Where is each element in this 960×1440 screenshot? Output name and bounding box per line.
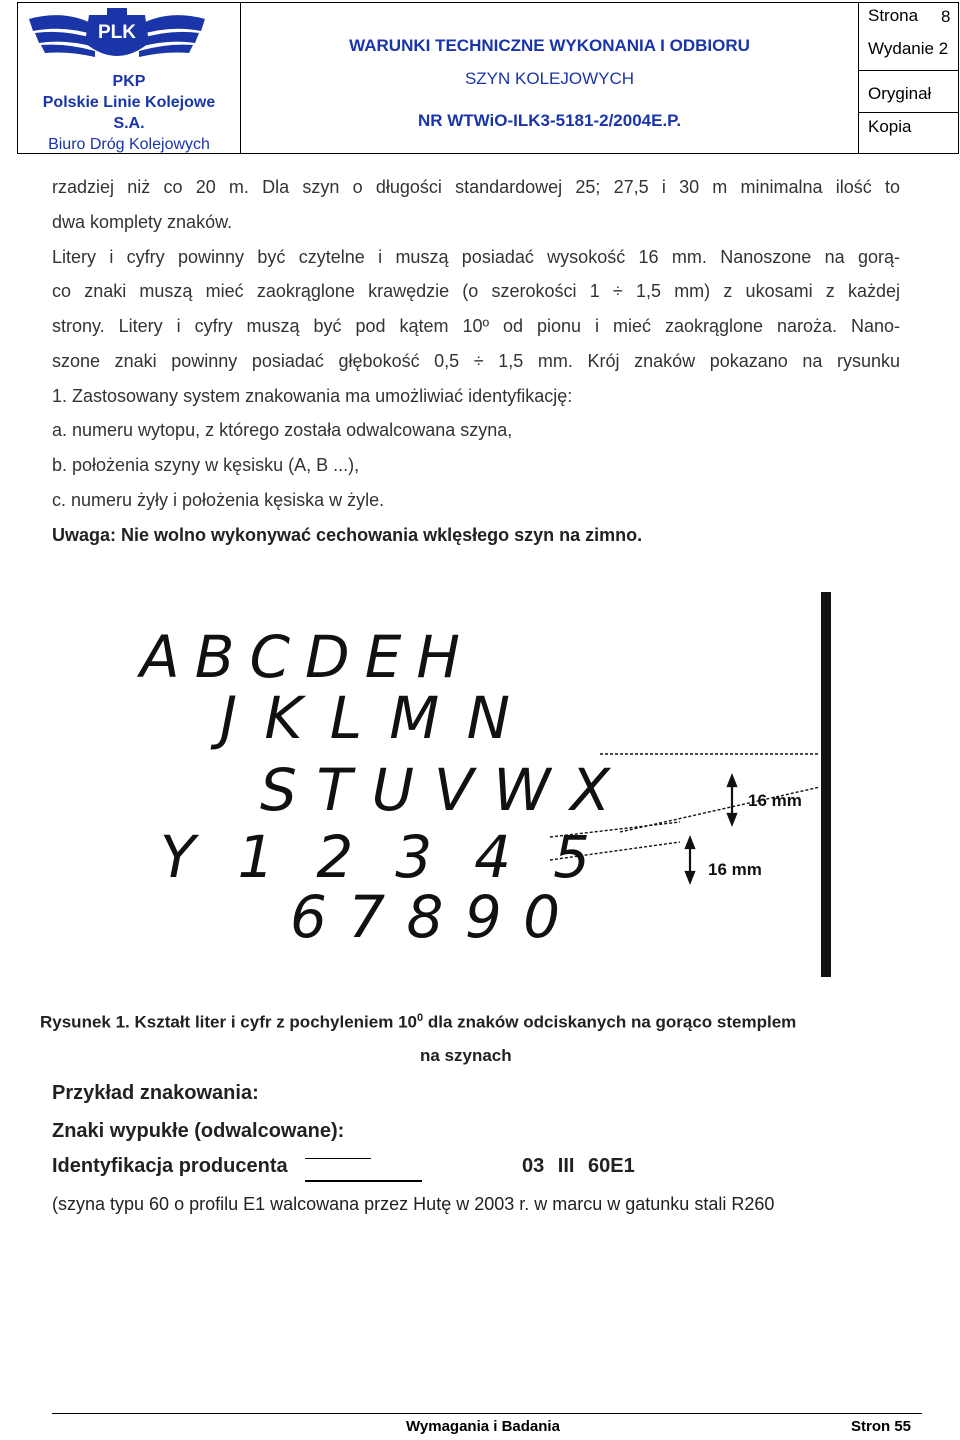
pkp-plk-logo xyxy=(25,5,209,69)
org-line-1: PKP xyxy=(112,73,146,90)
footer-center-text: Wymagania i Badania xyxy=(406,1418,560,1435)
header-meta-cell xyxy=(859,3,958,153)
letter-shapes-figure xyxy=(120,592,840,980)
header-title-cell xyxy=(241,3,859,153)
department-name: Biuro Dróg Kolejowych xyxy=(48,136,210,153)
body-line-1: rzadziej niż co 20 m. Dla szyn o długości standardowej 25; 27,5 i 30 m minimalna ilość to xyxy=(52,177,900,197)
figure-row-5: 6 7 8 9 0 xyxy=(290,883,560,951)
list-item-b: b. położenia szyny w kęsisku (A, B ...), xyxy=(52,455,360,475)
body-line-4: co znaki muszą mieć zaokrąglone krawędzie (o szerokości 1 ÷ 1,5 mm) z ukosami z każdej xyxy=(52,281,900,301)
body-line-5: strony. Litery i cyfry muszą być pod kątem 10º od pionu i mieć zaokrąglone naroża. Nano- xyxy=(52,316,900,336)
page-label: Strona xyxy=(868,6,919,25)
footer-page-count: Stron 55 xyxy=(851,1418,912,1435)
body-line-3: Litery i cyfry powinny być czytelne i muszą posiadać wysokość 16 mm. Nanoszone na gorą- xyxy=(52,247,900,267)
caption-text-b: dla znaków odciskanych na gorąco stemplem xyxy=(423,1012,797,1032)
logo-text: PLK xyxy=(98,22,136,43)
example-subheading: Znaki wypukłe (odwalcowane): xyxy=(52,1120,345,1142)
caption-degree: 0 xyxy=(416,1012,424,1024)
figure-caption-line-1 xyxy=(40,1012,920,1033)
reference-bar xyxy=(821,592,831,977)
list-item-a: a. numeru wytopu, z którego została odwalcowana szyna, xyxy=(52,420,513,440)
document-number: NR WTWiO-ILK3-5181-2/2004E.P. xyxy=(417,111,682,130)
copy-label: Kopia xyxy=(868,117,912,136)
producer-identification-label: Identyfikacja producenta xyxy=(52,1155,288,1177)
example-heading: Przykład znakowania: xyxy=(52,1082,259,1104)
document-title: WARUNKI TECHNICZNE WYKONANIA I ODBIORU xyxy=(349,36,750,55)
document-subtitle: SZYN KOLEJOWYCH xyxy=(464,69,635,88)
underline-bottom xyxy=(305,1180,422,1182)
original-label: Oryginał xyxy=(859,71,958,113)
header-org-cell xyxy=(18,3,241,153)
footer-rule xyxy=(52,1413,922,1414)
figure-row-4: Y 1 2 3 4 5 xyxy=(160,823,590,891)
dimension-label-1: 16 mm xyxy=(748,791,802,810)
figure-row-2: J K L M N xyxy=(220,684,510,752)
example-note: (szyna typu 60 o profilu E1 walcowana przez Hutę w 2003 r. w marcu w gatunku stali R260 xyxy=(52,1194,775,1214)
body-line-2: dwa komplety znaków. xyxy=(52,212,233,232)
org-line-3: S.A. xyxy=(113,115,145,132)
figure-row-1: A B C D E H xyxy=(140,623,460,691)
edition: Wydanie 2 xyxy=(859,29,958,71)
body-line-7: 1. Zastosowany system znakowania ma umożliwiać identyfikację: xyxy=(52,386,573,406)
page-row xyxy=(859,3,958,29)
caption-text-a: Rysunek 1. Kształt liter i cyfr z pochyleniem 10 xyxy=(40,1012,417,1032)
page-number: 8 xyxy=(941,7,951,26)
dimension-label-2: 16 mm xyxy=(708,860,762,879)
identification-code: 03 III 60E1 xyxy=(522,1155,635,1177)
warning-note: Uwaga: Nie wolno wykonywać cechowania wklęsłego szyn na zimno. xyxy=(52,525,643,545)
document-header xyxy=(17,2,959,154)
body-line-6: szone znaki powinny posiadać głębokość 0,5 ÷ 1,5 mm. Krój znaków pokazano na rysunku xyxy=(52,351,900,371)
org-line-2: Polskie Linie Kolejowe xyxy=(42,94,216,111)
underline-top xyxy=(305,1158,371,1159)
organization-name xyxy=(18,71,240,155)
figure-row-3: S T U V W X xyxy=(260,756,610,824)
figure-caption-line-2: na szynach xyxy=(420,1046,512,1065)
list-item-c: c. numeru żyły i położenia kęsiska w żyle. xyxy=(52,490,385,510)
